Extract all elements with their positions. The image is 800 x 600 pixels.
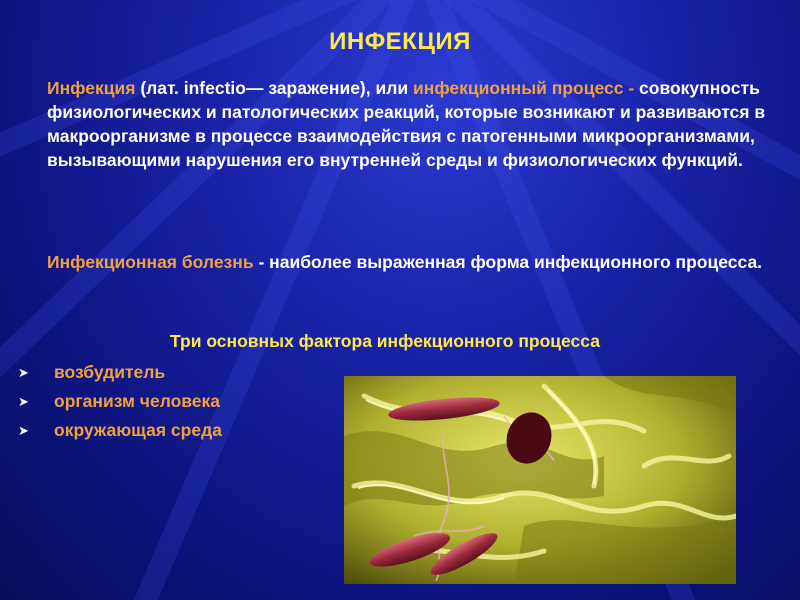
bacteria-micrograph-image [344,376,736,584]
factors-heading: Три основных фактора инфекционного процесса [170,331,600,351]
disease-text: - наиболее выраженная форма инфекционного процесса. [253,252,763,272]
factor-label: окружающая среда [54,420,222,440]
factor-label: возбудитель [54,362,166,382]
list-item [18,358,222,387]
term-infectious-disease: Инфекционная болезнь [47,252,254,272]
definition-paragraph [47,76,767,172]
definition-text-2: совокупность физиологических и патологических реакций, которые возникают и развиваются в макроорганизме в процессе взаимодействия с патогенными микроорганизмами, вызывающими нарушения его внутренней среды и физиологических функций. [47,78,766,170]
list-item [18,387,222,416]
disease-paragraph [47,250,767,274]
definition-text-1: (лат. infectio— заражение), или [135,78,413,98]
term-infection: Инфекция [47,78,136,98]
page-title: ИНФЕКЦИЯ [329,28,471,55]
bacteria-micrograph-icon [344,376,736,584]
factors-list [18,358,222,445]
term-infectious-process: инфекционный процесс - [412,78,635,98]
arrowhead-bullet-icon: ➤ [18,365,29,380]
factor-label: организм человека [54,391,221,411]
arrowhead-bullet-icon: ➤ [18,423,29,438]
list-item [18,416,222,445]
arrowhead-bullet-icon: ➤ [18,394,29,409]
